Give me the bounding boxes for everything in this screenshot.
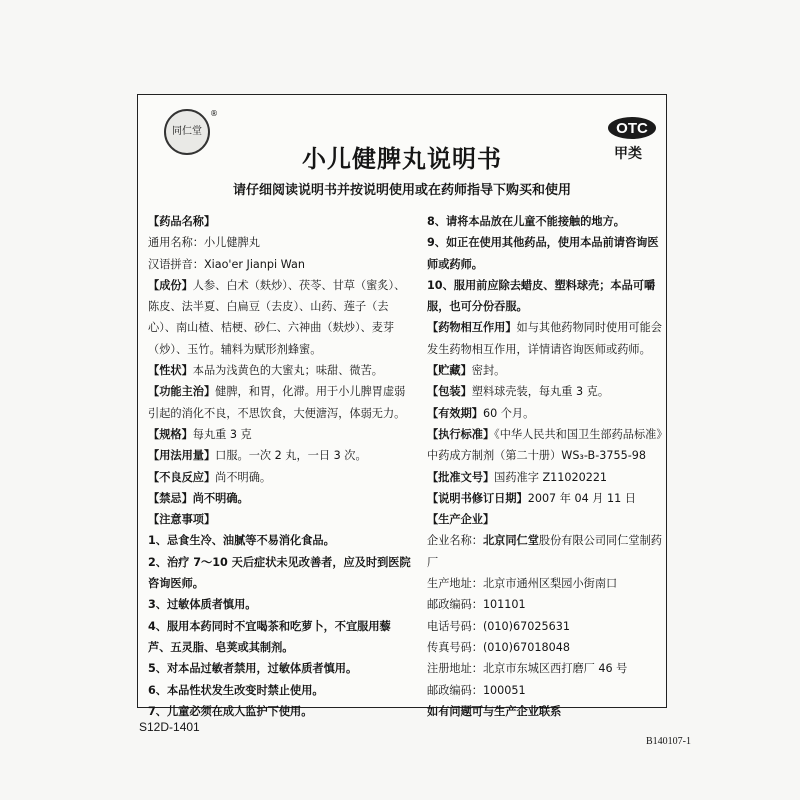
postcode-1: 邮政编码：101101 (427, 598, 526, 612)
phone-number: 电话号码：(010)67025631 (427, 619, 570, 633)
approval-text: 国药准字 Z11020221 (494, 470, 608, 484)
storage (427, 360, 662, 381)
revision-label: 【说明书修订日期】 (427, 491, 528, 505)
revision-text: 2007 年 04 月 11 日 (527, 491, 636, 505)
package-label: 【包装】 (427, 385, 472, 399)
production-address: 生产地址：北京市通州区梨园小街南口 (427, 577, 618, 591)
standard-text: 《中华人民共和国卫生部药品标准》中药成方制剂（第二十册）WS₃-B-3755-98 (427, 427, 662, 463)
standard (427, 424, 662, 467)
fax-number: 传真号码：(010)67018048 (427, 640, 570, 654)
traits (148, 360, 412, 381)
left-column (148, 211, 412, 722)
indications (148, 381, 412, 424)
approval-number (427, 467, 662, 488)
traits-label: 【性状】 (148, 364, 193, 378)
company-name (427, 530, 662, 573)
package-text: 塑料球壳装，每丸重 3 克。 (471, 385, 610, 399)
producer-heading: 【生产企业】 (427, 513, 495, 527)
registered-address: 注册地址：北京市东城区西打磨厂 46 号 (427, 662, 628, 676)
adverse-reactions (148, 467, 412, 488)
note-7: 7、儿童必须在成人监护下使用。 (148, 704, 313, 718)
otc-category: 甲类 (614, 146, 642, 162)
note-5: 5、对本品过敏者禁用，过敏体质者慎用。 (148, 662, 358, 676)
approval-label: 【批准文号】 (427, 470, 495, 484)
contra-text: 尚不明确。 (192, 491, 249, 505)
storage-text: 密封。 (471, 364, 506, 378)
ingredients-label: 【成份】 (148, 278, 193, 292)
note-9: 9、如正在使用其他药品，使用本品前请咨询医师或药师。 (427, 236, 659, 271)
adverse-label: 【不良反应】 (148, 470, 216, 484)
indications-text: 健脾，和胃，化滞。用于小儿脾胃虚弱引起的消化不良，不思饮食，大便溏泻，体弱无力。 (148, 385, 406, 420)
generic-name: 通用名称：小儿健脾丸 (148, 236, 260, 250)
spec-text: 每丸重 3 克 (192, 427, 252, 441)
usage (148, 445, 412, 466)
contact-note: 如有问题可与生产企业联系 (427, 704, 562, 718)
contraindications (148, 488, 412, 509)
ingredients (148, 275, 412, 360)
specification (148, 424, 412, 445)
usage-label: 【用法用量】 (148, 449, 216, 463)
usage-text: 口服。一次 2 丸，一日 3 次。 (215, 449, 367, 463)
note-8: 8、请将本品放在儿童不能接触的地方。 (427, 215, 625, 228)
note-10: 10、服用前应除去蜡皮、塑料球壳；本品可嚼服，也可分份吞服。 (427, 278, 656, 314)
logo-text: 同仁堂 (172, 126, 202, 137)
interaction-label: 【药物相互作用】 (427, 321, 517, 335)
validity-label: 【有效期】 (427, 406, 483, 420)
storage-label: 【贮藏】 (427, 364, 472, 378)
page-title: 小儿健脾丸说明书 (302, 145, 502, 173)
note-6: 6、本品性状发生改变时禁止使用。 (148, 683, 324, 697)
standard-label: 【执行标准】 (427, 427, 495, 441)
spec-label: 【规格】 (148, 427, 193, 441)
subtitle: 请仔细阅读说明书并按说明使用或在药师指导下购买和使用 (232, 183, 571, 198)
pinyin-name: 汉语拼音：Xiao'er Jianpi Wan (148, 257, 305, 271)
right-column (427, 211, 662, 722)
revision-date (427, 488, 662, 509)
package (427, 381, 662, 402)
interaction-text: 如与其他药物同时使用可能会发生药物相互作用，详情请咨询医师或药师。 (427, 321, 662, 356)
notes-heading: 【注意事项】 (148, 513, 216, 527)
validity (427, 403, 662, 424)
ingredients-text: 人参、白术（麸炒）、茯苓、甘草（蜜炙）、陈皮、法半夏、白扁豆（去皮）、山药、莲子（去心）、南山楂、桔梗、砂仁、六神曲（麸炒）、麦芽（炒）、玉竹。辅料为赋形剂蜂蜜。 (148, 278, 406, 356)
contra-label: 【禁忌】 (148, 491, 193, 505)
instruction-sheet (137, 94, 667, 718)
company-brand: 北京同仁堂 (482, 534, 539, 548)
print-code: B140107-1 (646, 736, 691, 747)
traits-text: 本品为浅黄色的大蜜丸；味甜、微苦。 (192, 364, 383, 378)
drug-interactions (427, 317, 662, 360)
indications-label: 【功能主治】 (148, 385, 216, 399)
adverse-text: 尚不明确。 (215, 470, 272, 484)
validity-text: 60 个月。 (482, 406, 535, 420)
company-prefix: 企业名称： (427, 534, 483, 548)
note-2: 2、治疗 7～10 天后症状未见改善者，应及时到医院咨询医师。 (148, 555, 411, 591)
note-1: 1、忌食生冷、油腻等不易消化食品。 (148, 534, 335, 548)
note-3: 3、过敏体质者慎用。 (148, 598, 257, 612)
registered-mark: ® (210, 109, 218, 118)
postcode-2: 邮政编码：100051 (427, 683, 526, 697)
note-4: 4、服用本药同时不宜喝茶和吃萝卜，不宜服用藜芦、五灵脂、皂荚或其制剂。 (148, 619, 391, 654)
company-suffix: 股份有限公司同仁堂制药厂 (427, 534, 662, 569)
otc-badge: OTC (608, 117, 656, 139)
document-code: S12D-1401 (139, 720, 200, 734)
drug-name-heading: 【药品名称】 (148, 215, 216, 228)
